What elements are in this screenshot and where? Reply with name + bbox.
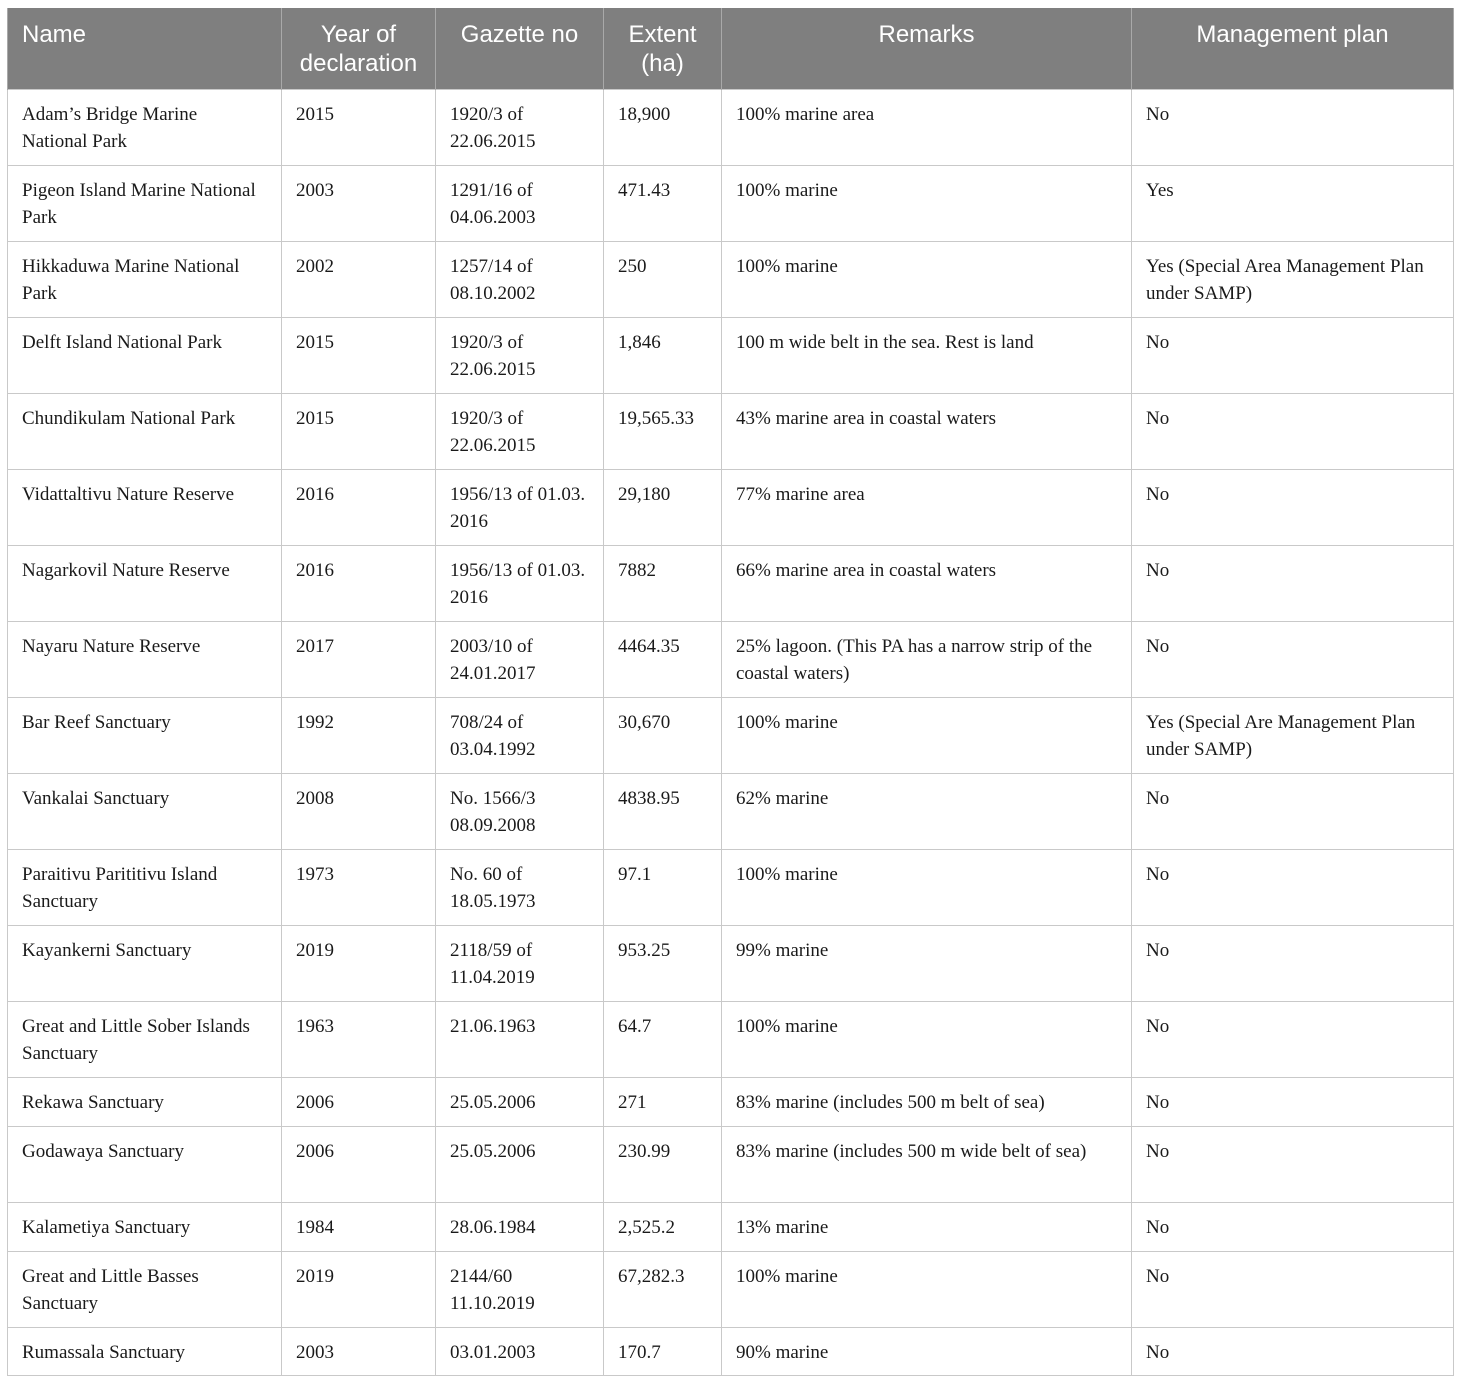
cell-name: Paraitivu Parititivu Island Sanctuary [8, 849, 282, 925]
cell-remarks: 100% marine [722, 241, 1132, 317]
cell-extent: 18,900 [604, 89, 722, 165]
header-year: Year of declaration [282, 8, 436, 89]
cell-gazette: 1291/16 of 04.06.2003 [436, 165, 604, 241]
cell-year: 2006 [282, 1077, 436, 1126]
cell-remarks: 100% marine [722, 1251, 1132, 1327]
cell-management-plan: No [1132, 545, 1454, 621]
cell-management-plan: No [1132, 1251, 1454, 1327]
cell-year: 2002 [282, 241, 436, 317]
cell-remarks: 13% marine [722, 1202, 1132, 1251]
cell-name: Nayaru Nature Reserve [8, 621, 282, 697]
cell-remarks: 66% marine area in coastal waters [722, 545, 1132, 621]
cell-year: 2016 [282, 545, 436, 621]
cell-extent: 2,525.2 [604, 1202, 722, 1251]
cell-management-plan: No [1132, 773, 1454, 849]
cell-management-plan: Yes (Special Are Management Plan under SAMP) [1132, 697, 1454, 773]
header-management-plan: Management plan [1132, 8, 1454, 89]
table-row [8, 697, 1454, 773]
cell-year: 1984 [282, 1202, 436, 1251]
cell-gazette: 2118/59 of 11.04.2019 [436, 925, 604, 1001]
cell-remarks: 90% marine [722, 1327, 1132, 1375]
cell-remarks: 99% marine [722, 925, 1132, 1001]
cell-name: Rumassala Sanctuary [8, 1327, 282, 1375]
cell-extent: 1,846 [604, 317, 722, 393]
cell-extent: 271 [604, 1077, 722, 1126]
cell-management-plan: Yes [1132, 165, 1454, 241]
table-row [8, 393, 1454, 469]
cell-name: Adam’s Bridge Marine National Park [8, 89, 282, 165]
cell-gazette: 28.06.1984 [436, 1202, 604, 1251]
cell-gazette: 1956/13 of 01.03. 2016 [436, 545, 604, 621]
cell-name: Great and Little Basses Sanctuary [8, 1251, 282, 1327]
cell-remarks: 100% marine [722, 1001, 1132, 1077]
cell-gazette: No. 60 of 18.05.1973 [436, 849, 604, 925]
header-remarks: Remarks [722, 8, 1132, 89]
cell-management-plan: No [1132, 1126, 1454, 1202]
cell-extent: 953.25 [604, 925, 722, 1001]
table-row [8, 773, 1454, 849]
cell-name: Delft Island National Park [8, 317, 282, 393]
cell-extent: 19,565.33 [604, 393, 722, 469]
cell-name: Godawaya Sanctuary [8, 1126, 282, 1202]
cell-remarks: 100% marine area [722, 89, 1132, 165]
cell-remarks: 62% marine [722, 773, 1132, 849]
cell-name: Kayankerni Sanctuary [8, 925, 282, 1001]
header-name: Name [8, 8, 282, 89]
table-row [8, 849, 1454, 925]
table-row [8, 1077, 1454, 1126]
cell-gazette: 708/24 of 03.04.1992 [436, 697, 604, 773]
cell-name: Rekawa Sanctuary [8, 1077, 282, 1126]
cell-year: 2008 [282, 773, 436, 849]
cell-management-plan: No [1132, 317, 1454, 393]
table-row [8, 545, 1454, 621]
table-row [8, 621, 1454, 697]
cell-remarks: 100% marine [722, 849, 1132, 925]
cell-name: Kalametiya Sanctuary [8, 1202, 282, 1251]
cell-gazette: 1920/3 of 22.06.2015 [436, 393, 604, 469]
cell-extent: 67,282.3 [604, 1251, 722, 1327]
cell-management-plan: No [1132, 1077, 1454, 1126]
cell-remarks: 43% marine area in coastal waters [722, 393, 1132, 469]
cell-name: Vidattaltivu Nature Reserve [8, 469, 282, 545]
table-body [8, 89, 1454, 1375]
protected-areas-table [7, 8, 1454, 1376]
cell-management-plan: No [1132, 925, 1454, 1001]
cell-year: 2017 [282, 621, 436, 697]
protected-areas-table-container [7, 8, 1453, 1376]
table-row [8, 1327, 1454, 1375]
header-extent: Extent (ha) [604, 8, 722, 89]
cell-gazette: 1257/14 of 08.10.2002 [436, 241, 604, 317]
table-header [8, 8, 1454, 89]
cell-management-plan: No [1132, 621, 1454, 697]
cell-gazette: 2003/10 of 24.01.2017 [436, 621, 604, 697]
cell-remarks: 100% marine [722, 165, 1132, 241]
cell-year: 2015 [282, 317, 436, 393]
cell-extent: 29,180 [604, 469, 722, 545]
cell-gazette: 21.06.1963 [436, 1001, 604, 1077]
cell-year: 2015 [282, 393, 436, 469]
cell-remarks: 25% lagoon. (This PA has a narrow strip of the coastal waters) [722, 621, 1132, 697]
cell-management-plan: No [1132, 1327, 1454, 1375]
cell-year: 2019 [282, 925, 436, 1001]
cell-management-plan: Yes (Special Area Management Plan under SAMP) [1132, 241, 1454, 317]
table-row [8, 317, 1454, 393]
cell-extent: 170.7 [604, 1327, 722, 1375]
cell-management-plan: No [1132, 89, 1454, 165]
cell-gazette: No. 1566/3 08.09.2008 [436, 773, 604, 849]
cell-extent: 250 [604, 241, 722, 317]
table-row [8, 925, 1454, 1001]
cell-remarks: 83% marine (includes 500 m wide belt of sea) [722, 1126, 1132, 1202]
cell-year: 2003 [282, 165, 436, 241]
cell-management-plan: No [1132, 1202, 1454, 1251]
cell-extent: 7882 [604, 545, 722, 621]
cell-name: Great and Little Sober Islands Sanctuary [8, 1001, 282, 1077]
cell-year: 1992 [282, 697, 436, 773]
cell-extent: 4838.95 [604, 773, 722, 849]
cell-year: 2015 [282, 89, 436, 165]
cell-name: Nagarkovil Nature Reserve [8, 545, 282, 621]
cell-gazette: 25.05.2006 [436, 1126, 604, 1202]
cell-year: 2006 [282, 1126, 436, 1202]
cell-management-plan: No [1132, 849, 1454, 925]
table-row [8, 165, 1454, 241]
cell-name: Bar Reef Sanctuary [8, 697, 282, 773]
table-row [8, 1126, 1454, 1202]
cell-gazette: 1920/3 of 22.06.2015 [436, 89, 604, 165]
cell-management-plan: No [1132, 1001, 1454, 1077]
cell-extent: 30,670 [604, 697, 722, 773]
table-row [8, 1202, 1454, 1251]
cell-year: 1973 [282, 849, 436, 925]
header-gazette: Gazette no [436, 8, 604, 89]
cell-year: 2016 [282, 469, 436, 545]
cell-name: Pigeon Island Marine National Park [8, 165, 282, 241]
table-row [8, 469, 1454, 545]
cell-extent: 230.99 [604, 1126, 722, 1202]
cell-extent: 471.43 [604, 165, 722, 241]
cell-gazette: 2144/60 11.10.2019 [436, 1251, 604, 1327]
cell-management-plan: No [1132, 469, 1454, 545]
header-row [8, 8, 1454, 89]
cell-remarks: 100 m wide belt in the sea. Rest is land [722, 317, 1132, 393]
cell-extent: 64.7 [604, 1001, 722, 1077]
cell-gazette: 03.01.2003 [436, 1327, 604, 1375]
cell-year: 2019 [282, 1251, 436, 1327]
cell-extent: 4464.35 [604, 621, 722, 697]
cell-year: 1963 [282, 1001, 436, 1077]
cell-gazette: 25.05.2006 [436, 1077, 604, 1126]
table-row [8, 241, 1454, 317]
table-row [8, 1001, 1454, 1077]
cell-name: Vankalai Sanctuary [8, 773, 282, 849]
cell-remarks: 83% marine (includes 500 m belt of sea) [722, 1077, 1132, 1126]
table-row [8, 1251, 1454, 1327]
cell-remarks: 77% marine area [722, 469, 1132, 545]
cell-management-plan: No [1132, 393, 1454, 469]
cell-name: Hikkaduwa Marine National Park [8, 241, 282, 317]
cell-gazette: 1956/13 of 01.03. 2016 [436, 469, 604, 545]
cell-name: Chundikulam National Park [8, 393, 282, 469]
cell-remarks: 100% marine [722, 697, 1132, 773]
cell-gazette: 1920/3 of 22.06.2015 [436, 317, 604, 393]
cell-extent: 97.1 [604, 849, 722, 925]
cell-year: 2003 [282, 1327, 436, 1375]
table-row [8, 89, 1454, 165]
